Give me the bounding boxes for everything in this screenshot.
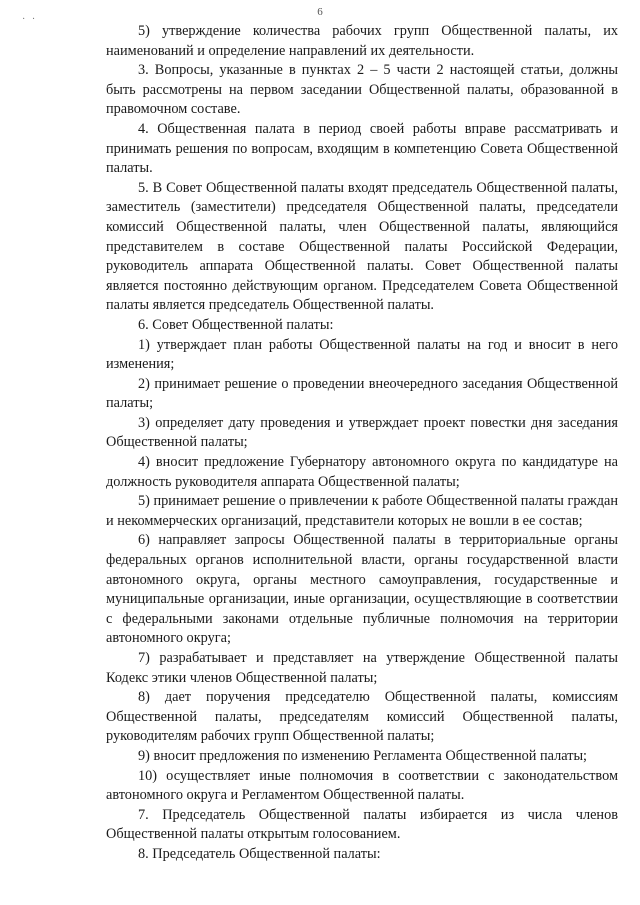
list-item-5: 5) принимает решение о привлечении к работе Общественной палаты граждан и некоммерческих организаций, представители которых не вошли в ее состав; (106, 493, 618, 529)
list-item-9: 9) вносит предложения по изменению Регламента Общественной палаты; (138, 747, 588, 764)
paragraph-part-6-heading: 6. Совет Общественной палаты: (138, 316, 334, 333)
list-item-10: 10) осуществляет иные полномочия в соответствии с законодательством автономного округа и Регламентом Общественной палаты. (106, 767, 618, 804)
paragraph-item-5-approve-groups: 5) утверждение количества рабочих групп Общественной палаты, их наименований и определение направлений их деятельности. (106, 23, 618, 59)
corner-mark: · · (22, 14, 38, 25)
list-item-4: 4) вносит предложение Губернатору автономного округа по кандидатуре на должность руководителя аппарата Общественной палаты; (106, 454, 618, 490)
document-body (106, 22, 618, 865)
list-item-3: 3) определяет дату проведения и утверждает проект повестки дня заседания Общественной палаты; (106, 414, 618, 451)
paragraph-part-3: 3. Вопросы, указанные в пунктах 2 – 5 части 2 настоящей статьи, должны быть рассмотрены на первом заседании Общественной палаты, образованной в правомочном составе. (106, 62, 618, 118)
list-item-1: 1) утверждает план работы Общественной палаты на год и вносит в него изменения; (106, 336, 618, 373)
list-item-6: 6) направляет запросы Общественной палаты в территориальные органы федеральных органов исполнительной власти, органы государственной власти автономного округа, органы местного самоуправления, государственные и муниципальные организации, иные организации, осуществляющие в соответствии с федеральными законами отдельные публичные полномочия на территории автономного округа; (106, 532, 618, 647)
list-item-7: 7) разрабатывает и представляет на утверждение Общественной палаты Кодекс этики членов Общественной палаты; (106, 650, 618, 686)
paragraph-part-7: 7. Председатель Общественной палаты избирается из числа членов Общественной палаты открытым голосованием. (106, 806, 618, 843)
list-item-2: 2) принимает решение о проведении внеочередного заседания Общественной палаты; (106, 375, 618, 412)
page-number: 6 (317, 6, 323, 18)
paragraph-part-8-heading: 8. Председатель Общественной палаты: (138, 845, 381, 862)
list-item-8: 8) дает поручения председателю Общественной палаты, комиссиям Общественной палаты, председателям комиссий Общественной палаты, руководителям рабочих групп Общественной палаты; (106, 689, 618, 745)
paragraph-part-4: 4. Общественная палата в период своей работы вправе рассматривать и принимать решения по вопросам, входящим в компетенцию Совета Общественной палаты. (106, 120, 618, 177)
paragraph-part-5: 5. В Совет Общественной палаты входят председатель Общественной палаты, заместитель (заместители) председателя Общественной палаты, председатели комиссий Общественной палаты, член Общественной палаты, являющийся представителем в составе Общественной палаты Российской Федерации, руководитель аппарата Общественной палаты. Совет Общественной палаты является постоянно действующим органом. Председателем Совета Общественной палаты является председатель Общественной палаты. (106, 179, 618, 314)
